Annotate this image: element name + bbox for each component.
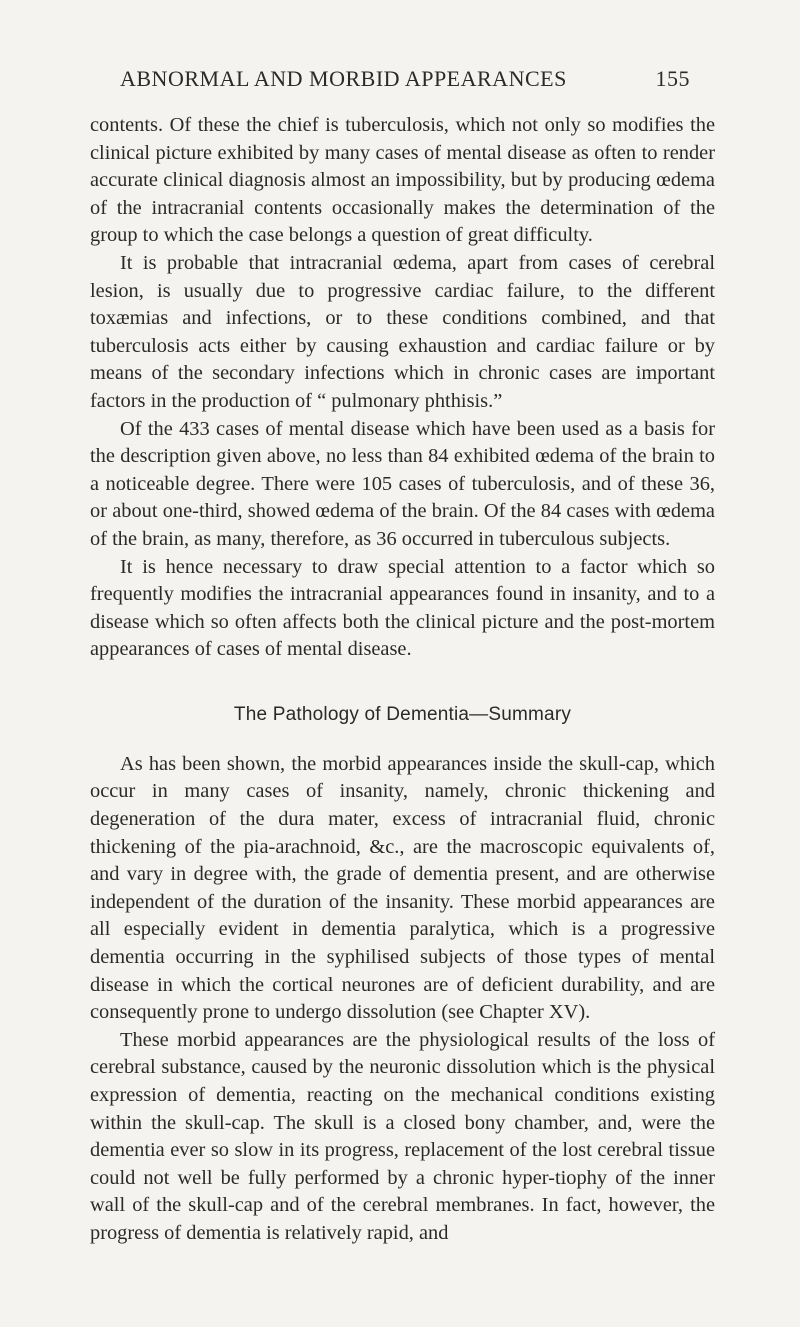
running-title: ABNORMAL AND MORBID APPEARANCES [120, 66, 567, 91]
page-number: 155 [655, 66, 690, 91]
paragraph: Of the 433 cases of mental disease which have been used as a basis for the description given above, no less than 84 exhibited œdema of the brain to a noticeable degree. There were 105 cases of tuberculosis, and of these 36, or about one-third, showed œdema of the brain. Of the 84 cases with œdema of the brain, as many, therefore, as 36 occurred in tuberculous subjects. [90, 417, 715, 550]
paragraph-continued: contents. Of these the chief is tuberculosis, which not only so modifies the clinical picture exhibited by many cases of mental disease as often to render accurate clinical diagnosis almost an impossibility, but by producing œdema of the intracranial contents occasionally makes the determination of the group to which the case belongs a question of great difficulty. [90, 114, 715, 247]
section-heading: The Pathology of Dementia—Summary [233, 703, 572, 725]
paragraph: It is probable that intracranial œdema, apart from cases of cerebral lesion, is usually due to progressive cardiac failure, to the different toxæmias and infections, or to these conditions combined, and that tuberculosis acts either by causing exhaustion and cardiac failure or by means of the secondary infections which in chronic cases are important factors in the production of “ pulmonary phthisis.” [90, 251, 715, 412]
body-text [90, 112, 715, 1248]
paragraph: As has been shown, the morbid appearances inside the skull-cap, which occur in many cases of insanity, namely, chronic thickening and degeneration of the dura mater, excess of intracranial fluid, chronic thickening of the pia-arachnoid, &c., are the macroscopic equivalents of, and vary in degree with, the grade of dementia present, and are otherwise independent of the duration of the insanity. These morbid appearances are all especially evident in dementia paralytica, which is a progressive dementia occurring in the syphilised subjects of those types of mental disease in which the cortical neurones are of deficient durability, and are consequently prone to undergo dissolution (see Chapter XV). [90, 752, 715, 1024]
paragraph: It is hence necessary to draw special attention to a factor which so frequently modifies the intracranial appearances found in insanity, and to a disease which so often affects both the clinical picture and the post-mortem appearances of cases of mental disease. [90, 555, 715, 661]
paragraph: These morbid appearances are the physiological results of the loss of cerebral substance, caused by the neuronic dissolution which is the physical expression of dementia, reacting on the mechanical conditions existing within the skull-cap. The skull is a closed bony chamber, and, were the dementia ever so slow in its progress, replacement of the lost cerebral tissue could not well be fully performed by a chronic hyper-tiophy of the inner wall of the skull-cap and of the cerebral membranes. In fact, however, the progress of dementia is relatively rapid, and [90, 1028, 715, 1244]
